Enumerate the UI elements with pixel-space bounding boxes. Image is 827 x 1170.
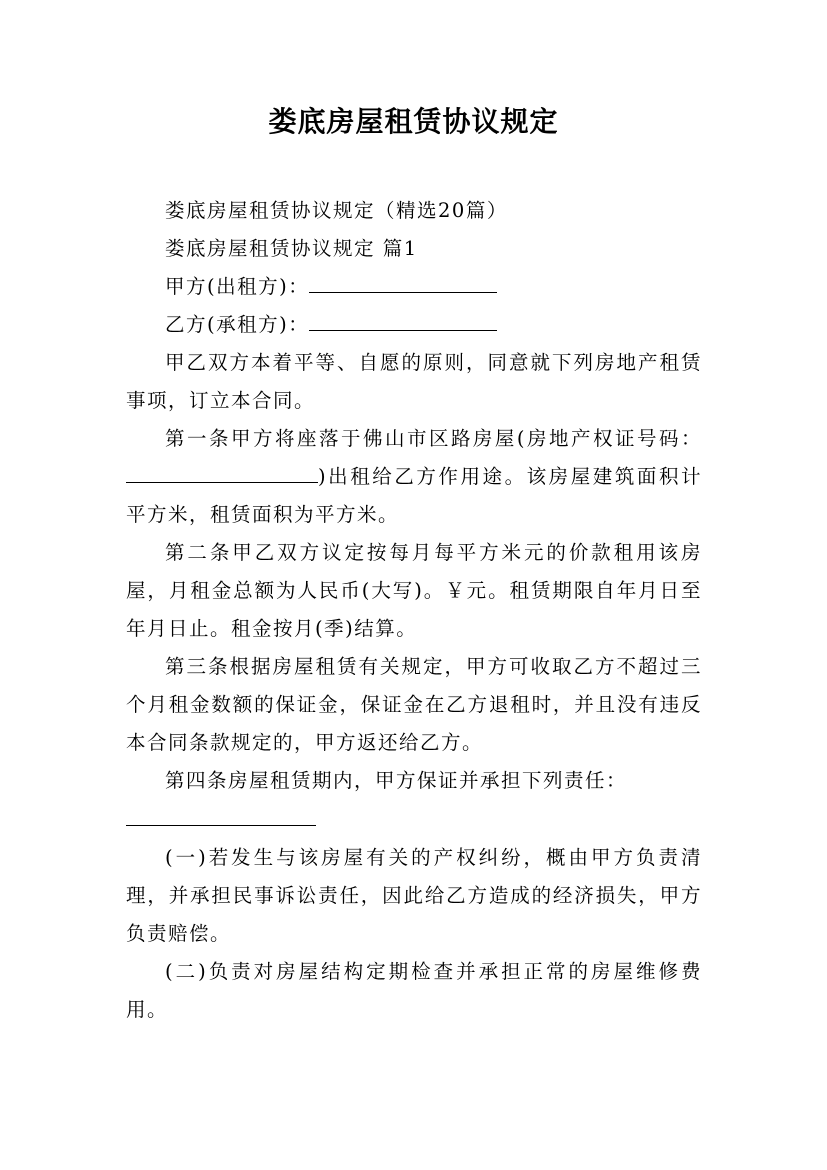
certificate-number-blank — [126, 461, 318, 483]
article-3-paragraph: 第三条根据房屋租赁有关规定，甲方可收取乙方不超过三个月租金数额的保证金，保证金在乙方退租时，并且没有违反本合同条款规定的，甲方返还给乙方。 — [126, 655, 702, 754]
party-a-line — [126, 268, 702, 306]
party-a-label: 甲方(出租方)： — [165, 275, 310, 298]
party-a-blank — [309, 271, 497, 293]
intro-paragraph: 甲乙双方本着平等、自愿的原则，同意就下列房地产租赁事项，订立本合同。 — [126, 351, 702, 412]
article-4-paragraph: 第四条房屋租赁期内，甲方保证并承担下列责任： — [165, 769, 628, 792]
party-b-blank — [309, 309, 497, 331]
document-body — [126, 192, 702, 1029]
party-b-line — [126, 306, 702, 344]
item-2-paragraph: (二)负责对房屋结构定期检查并承担正常的房屋维修费用。 — [126, 960, 702, 1022]
article-1-paragraph — [126, 420, 702, 534]
item-1-paragraph: (一)若发生与该房屋有关的产权纠纷，概由甲方负责清理，并承担民事诉讼责任，因此给乙方造成的经济损失，甲方负责赔偿。 — [126, 846, 702, 946]
section-heading: 娄底房屋租赁协议规定 篇1 — [165, 237, 418, 260]
article-4-blank-line — [126, 800, 702, 839]
document-title: 娄底房屋租赁协议规定 — [268, 105, 559, 138]
party-b-label: 乙方(承租方)： — [165, 313, 310, 336]
article-1-start: 第一条甲方将座落于佛山市区路房屋(房地产权证号码： — [165, 427, 702, 450]
article-4-blank — [126, 804, 316, 826]
subtitle-line: 娄底房屋租赁协议规定（精选20篇） — [165, 199, 508, 222]
article-1-end: )出租给乙方作用途。该房屋建筑面积计平方米，租赁面积为平方米。 — [126, 465, 702, 526]
article-2-paragraph: 第二条甲乙双方议定按每月每平方米元的价款租用该房屋，月租金总额为人民币(大写)。￥元。租赁期限自年月日至年月日止。租金按月(季)结算。 — [126, 541, 702, 640]
